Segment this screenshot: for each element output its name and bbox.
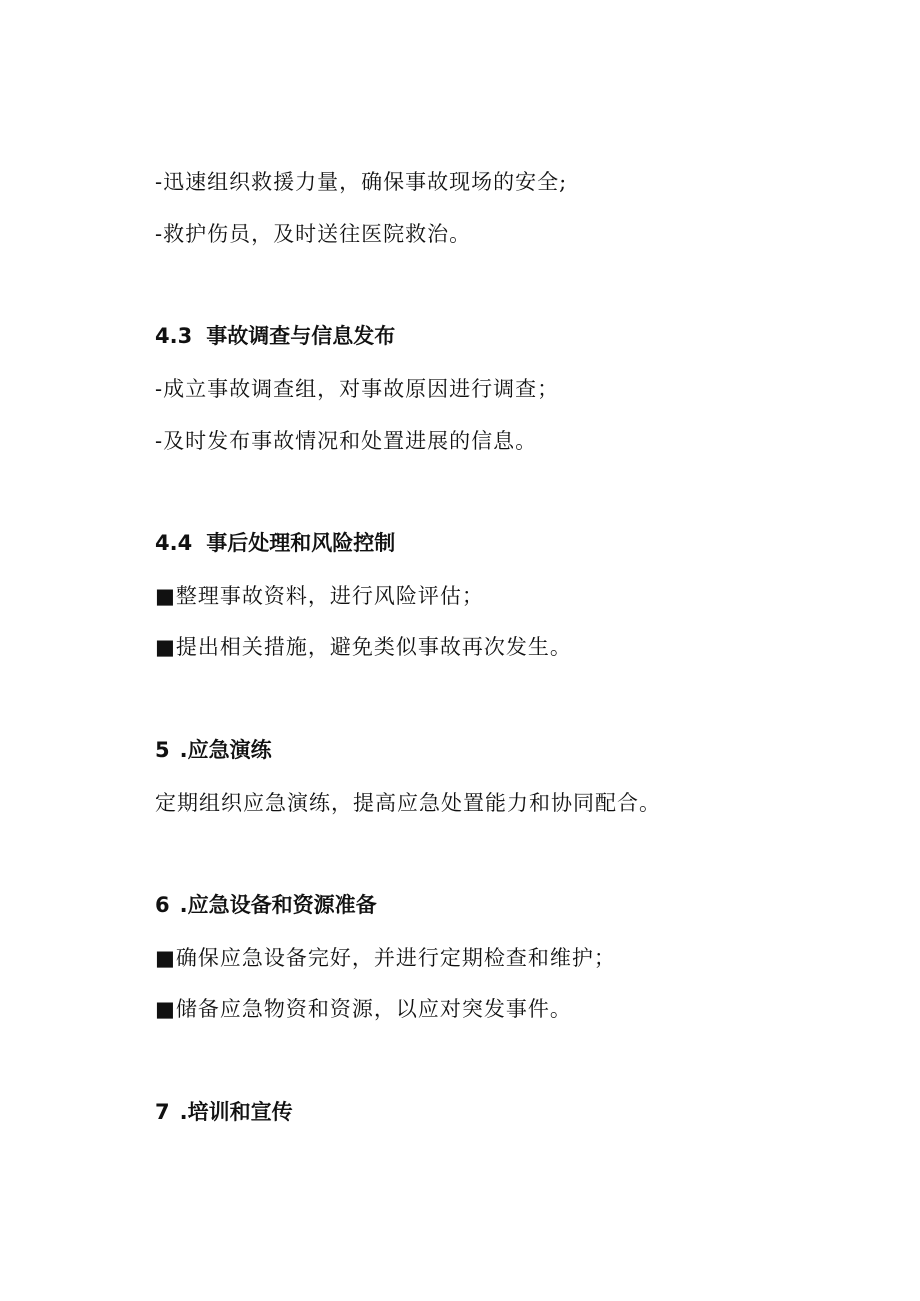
- heading-number: 5: [155, 738, 170, 762]
- bullet-propose-measures: ■提出相关措施，避免类似事故再次发生。: [155, 635, 572, 659]
- heading-7: [155, 1102, 293, 1123]
- heading-number: 7: [155, 1100, 170, 1124]
- bullet-organize-data: ■整理事故资料，进行风险评估；: [155, 584, 484, 608]
- bullet-rescue-forces: -迅速组织救援力量，确保事故现场的安全;: [155, 170, 568, 194]
- heading-number: 4.3: [155, 324, 193, 348]
- heading-title: .应急设备和资源准备: [179, 893, 377, 917]
- heading-title: 事后处理和风险控制: [206, 531, 396, 555]
- heading-4-4: [155, 533, 395, 554]
- heading-title: .培训和宣传: [179, 1100, 293, 1124]
- paragraph-drills: 定期组织应急演练，提高应急处置能力和协同配合。: [155, 791, 661, 815]
- bullet-treat-injured: -救护伤员，及时送往医院救治。: [155, 222, 472, 246]
- heading-6: [155, 895, 377, 916]
- heading-number: 4.4: [155, 531, 193, 555]
- heading-5: [155, 740, 272, 761]
- bullet-reserve-resources: ■储备应急物资和资源，以应对突发事件。: [155, 997, 572, 1021]
- heading-title: .应急演练: [179, 738, 272, 762]
- heading-4-3: [155, 326, 395, 347]
- heading-number: 6: [155, 893, 170, 917]
- bullet-investigation-team: -成立事故调查组，对事故原因进行调查；: [155, 377, 560, 401]
- bullet-equipment-check: ■确保应急设备完好，并进行定期检查和维护；: [155, 946, 616, 970]
- heading-title: 事故调查与信息发布: [206, 324, 396, 348]
- bullet-publish-info: -及时发布事故情况和处置进展的信息。: [155, 429, 538, 453]
